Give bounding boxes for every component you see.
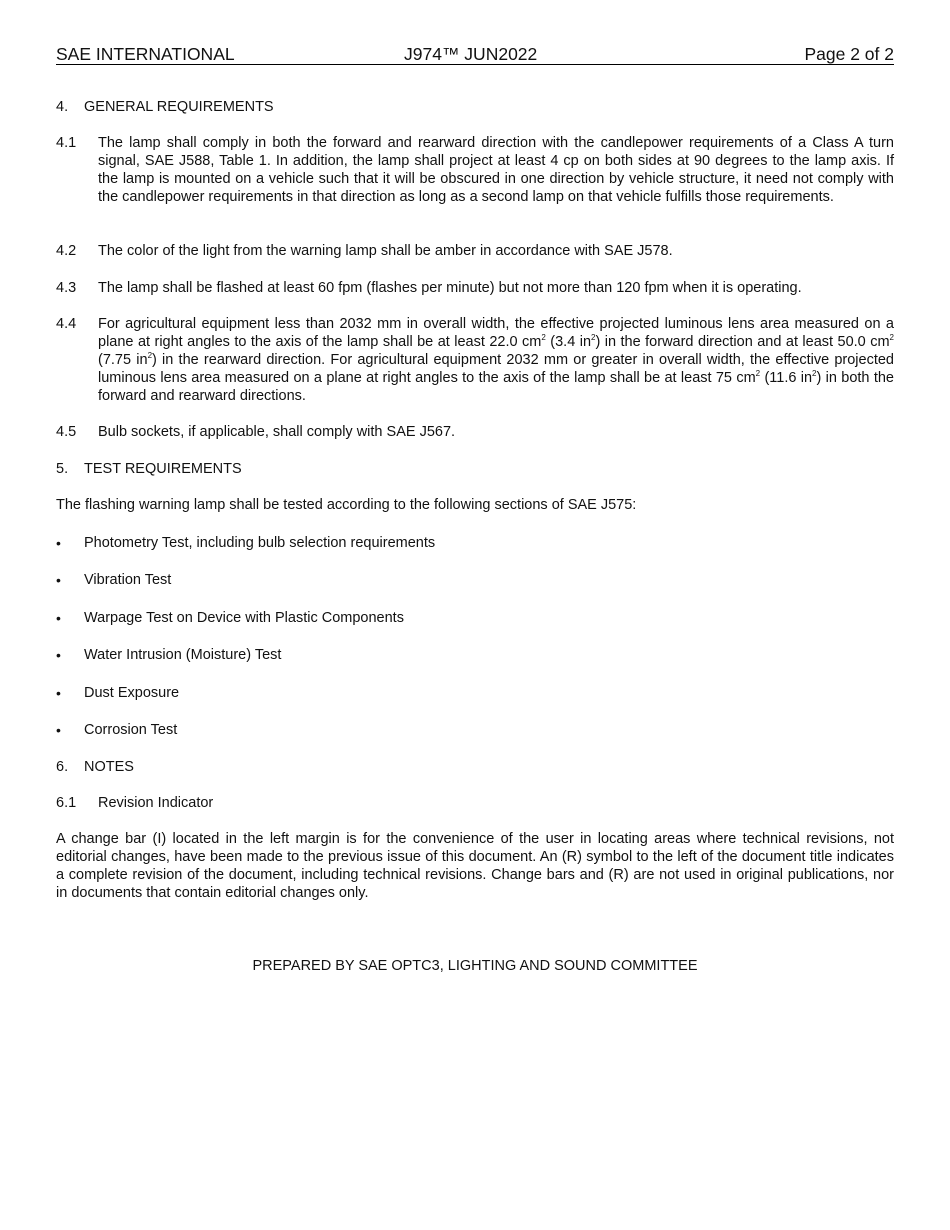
superscript: 2: [889, 333, 894, 343]
section-title: GENERAL REQUIREMENTS: [84, 99, 274, 115]
superscript: 2: [147, 351, 153, 361]
section-5-heading: [56, 460, 894, 478]
prepared-by-footer: PREPARED BY SAE OPTC3, LIGHTING AND SOUND COMMITTEE: [252, 958, 698, 974]
header-document-id: J974™ JUN2022: [404, 44, 538, 64]
paragraph-4-1: [56, 134, 894, 206]
paragraph-text: The lamp shall comply in both the forward and rearward direction with the candlepower requirements of a Class A turn signal, SAE J588, Table 1. In addition, the lamp shall project at least 4 cp on both sides at 90 degrees to the lamp axis. If the lamp is mounted on a vehicle such that it will be obscured in one direction by vehicle structure, it need not comply with the candlepower requirements in that direction as long as a second lamp on that vehicle fulfills those requirements.: [98, 135, 894, 205]
paragraph-number: 4.5: [56, 424, 77, 440]
page-header: [56, 44, 894, 65]
section-title: NOTES: [84, 759, 134, 775]
superscript: 2: [812, 369, 817, 379]
section-4-heading: [56, 98, 894, 116]
bullet: •: [56, 722, 61, 738]
bullet: •: [56, 685, 61, 701]
section-title: TEST REQUIREMENTS: [84, 461, 242, 477]
paragraph-4-3: [56, 279, 894, 297]
list-item-text: Water Intrusion (Moisture) Test: [84, 647, 282, 663]
paragraph-text: The color of the light from the warning lamp shall be amber in accordance with SAE J578.: [98, 243, 673, 259]
list-item-text: Corrosion Test: [84, 722, 178, 738]
paragraph-6-1: [56, 794, 894, 812]
list-item-text: Dust Exposure: [84, 685, 180, 701]
list-item-text: Vibration Test: [84, 572, 172, 588]
bullet: •: [56, 610, 61, 626]
revision-indicator-text: A change bar (I) located in the left margin is for the convenience of the user in locating areas where technical revisions, not editorial changes, have been made to the previous issue of this document. An (R) symbol to the left of the document title indicates a complete revision of the document, including technical revisions. Change bars and (R) are not used in original publications, nor in documents that contain editorial changes only.: [56, 831, 894, 901]
paragraph-4-4: [56, 315, 894, 405]
paragraph-text: The lamp shall be flashed at least 60 fpm (flashes per minute) but not more than 120 fpm when it is operating.: [98, 280, 802, 296]
list-item: [56, 684, 894, 702]
superscript: 2: [591, 333, 596, 343]
paragraph-text: For agricultural equipment less than 2032 mm in overall width, the effective projected luminous lens area measured on a plane at right angles to the axis of the lamp shall be at least 22.0 $cm^2$ (3.4 $in^2$) in the forward direction and at least 50.0 $cm^2$ (7.75 $in^2$) in the rearward direction. For agricultural equipment 2032 mm or greater in overall width, the effective projected luminous lens area measured on a plane at right angles to the axis of the lamp shall be at least 75 $cm^2$ (11.6 $in^2$) in both the forward and rearward directions.: [98, 316, 894, 404]
paragraph-text: Revision Indicator: [98, 795, 214, 811]
bullet: •: [56, 647, 61, 663]
header-organization: SAE INTERNATIONAL: [56, 44, 235, 64]
bullet: •: [56, 572, 61, 588]
paragraph-number: 6.1: [56, 795, 77, 811]
test-intro: The flashing warning lamp shall be tested according to the following sections of SAE J575:: [56, 497, 637, 513]
section-number: 5.: [56, 461, 69, 477]
list-item-text: Photometry Test, including bulb selection requirements: [84, 535, 436, 551]
paragraph-number: 4.3: [56, 280, 77, 296]
list-item: [56, 571, 894, 589]
paragraph-number: 4.1: [56, 135, 77, 151]
list-item: [56, 721, 894, 739]
paragraph-number: 4.2: [56, 243, 77, 259]
list-item: [56, 609, 894, 627]
superscript: 2: [541, 333, 546, 343]
header-page-number: Page 2 of 2: [804, 44, 894, 64]
section-6-heading: [56, 758, 894, 776]
list-item-text: Warpage Test on Device with Plastic Components: [84, 610, 404, 626]
paragraph-text: Bulb sockets, if applicable, shall comply with SAE J567.: [98, 424, 456, 440]
section-number: 6.: [56, 759, 69, 775]
paragraph-number: 4.4: [56, 316, 77, 332]
section-number: 4.: [56, 99, 69, 115]
paragraph-4-2: [56, 242, 894, 260]
superscript: 2: [755, 369, 761, 379]
list-item: [56, 534, 894, 552]
bullet: •: [56, 535, 61, 551]
paragraph-4-5: [56, 423, 894, 441]
list-item: [56, 646, 894, 664]
